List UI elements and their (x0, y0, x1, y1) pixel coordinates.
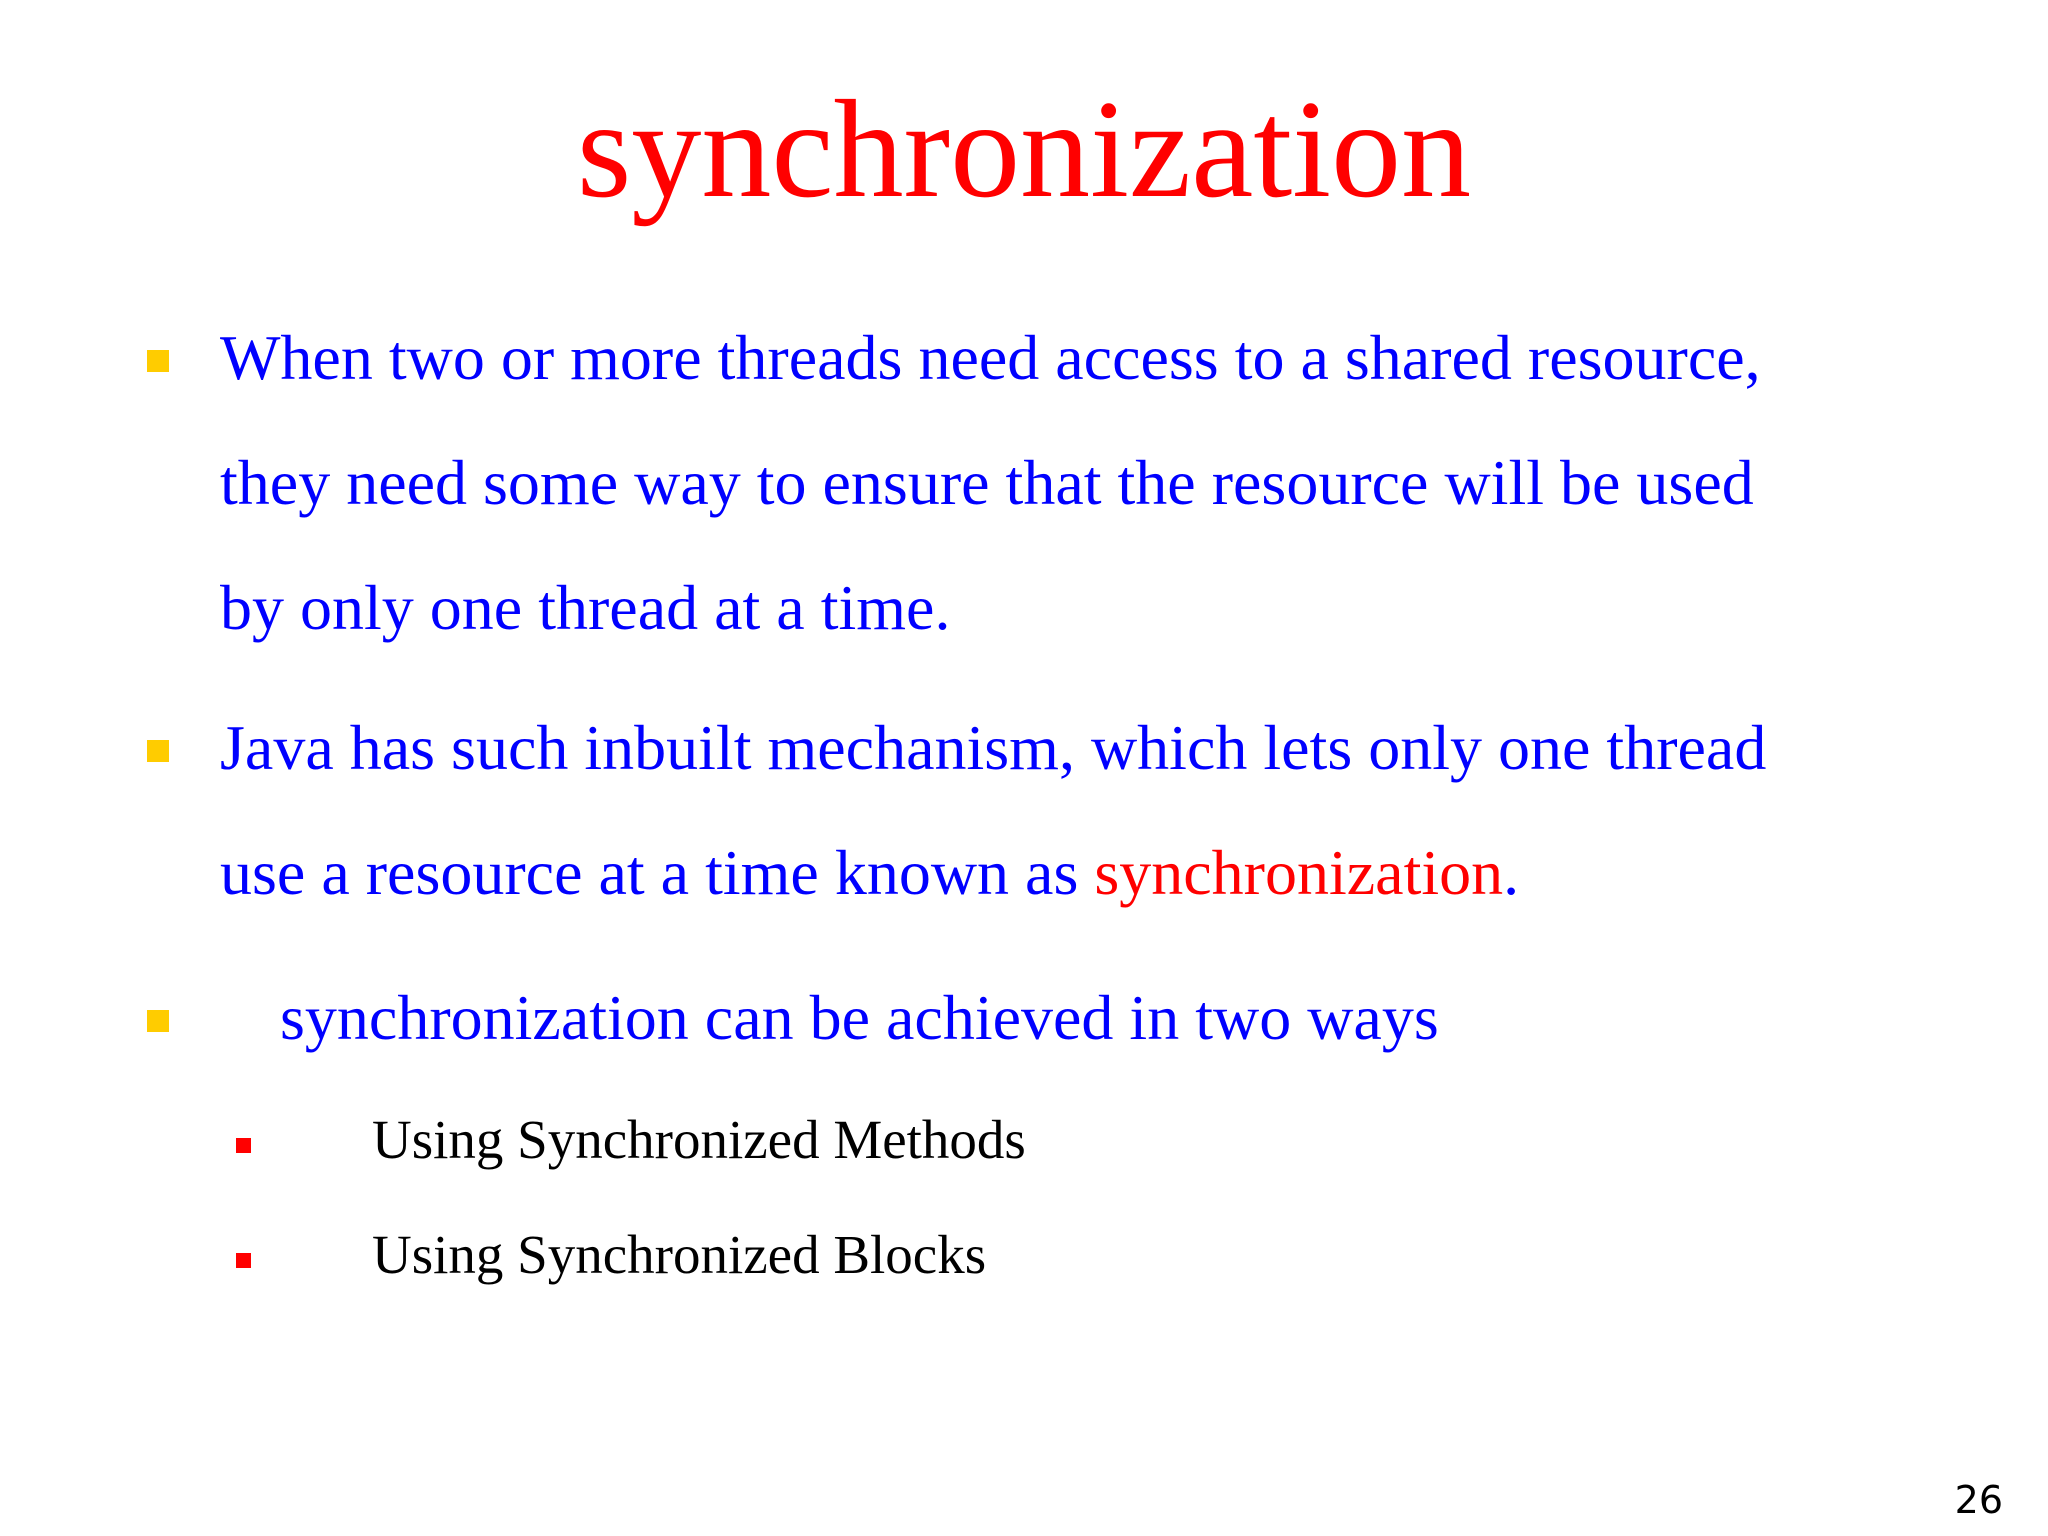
bullet-2-text (220, 685, 1766, 935)
bullet-3-text: synchronization can be achieved in two ways (280, 982, 1439, 1053)
sub-bullet-square-icon (236, 1138, 251, 1153)
bullet-1-text (220, 295, 1761, 670)
bullet-2-line-1: Java has such inbuilt mechanism, which lets only one thread (220, 712, 1767, 783)
slide-title: synchronization (576, 72, 1472, 227)
page-number: 26 (1954, 1478, 2003, 1522)
bullet-2-line-2 (220, 810, 1766, 935)
highlight-term: synchronization (1094, 837, 1504, 908)
bullet-1-line-1: When two or more threads need access to a shared resource, (220, 322, 1761, 393)
sub-item-2: Using Synchronized Blocks (372, 1224, 987, 1285)
bullet-square-icon (147, 740, 169, 762)
bullet-1-line-2: they need some way to ensure that the resource will be used (220, 447, 1754, 518)
bullet-square-icon (147, 1010, 169, 1032)
bullet-2-line-2-text: use a resource at a time known as (220, 837, 1095, 908)
bullet-1-line-3: by only one thread at a time. (220, 572, 951, 643)
sub-bullet-square-icon (236, 1253, 251, 1268)
bullet-square-icon (147, 350, 169, 372)
bullet-2-line-2-end: . (1503, 837, 1520, 908)
sub-item-1: Using Synchronized Methods (372, 1109, 1026, 1170)
